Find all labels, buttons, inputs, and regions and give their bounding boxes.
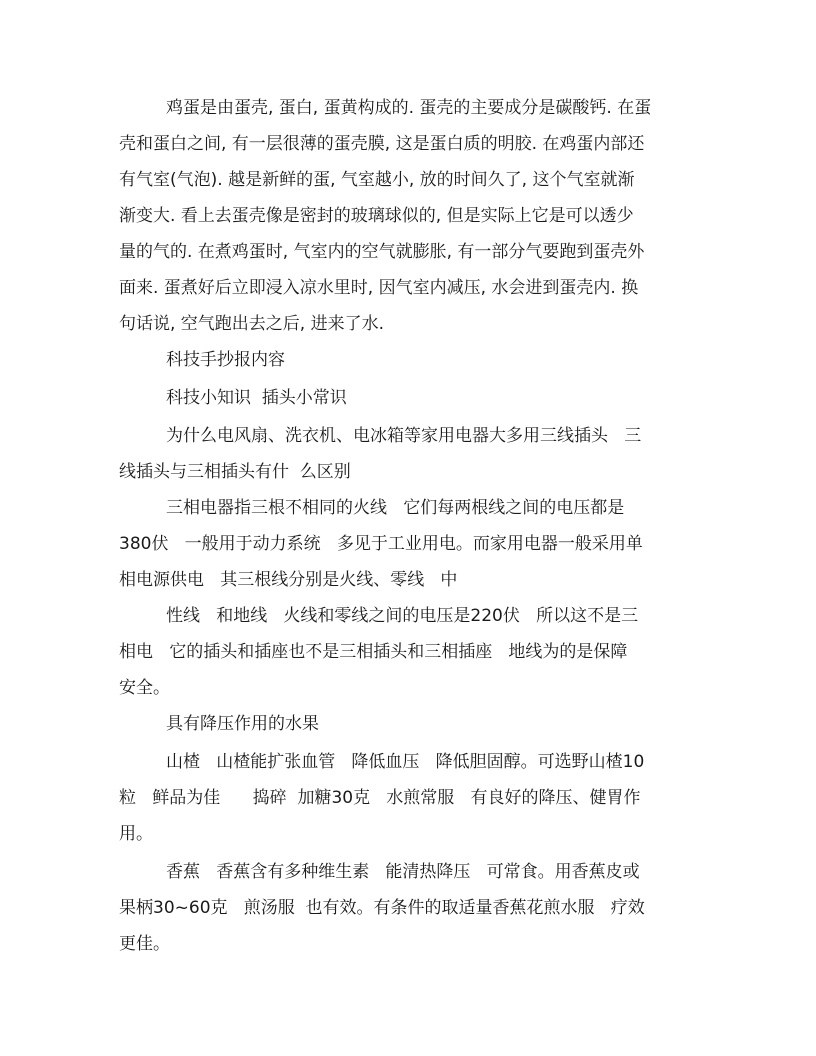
text-line: 安全。 bbox=[119, 678, 170, 698]
text-line: 果柄30~60克 煎汤服 也有效。有条件的取适量香蕉花煎水服 疗效 bbox=[119, 898, 645, 918]
text-line: 壳和蛋白之间, 有一层很薄的蛋壳膜, 这是蛋白质的明胶. 在鸡蛋内部还 bbox=[119, 134, 645, 154]
text-line: 性线 和地线 火线和零线之间的电压是220伏 所以这不是三 bbox=[166, 606, 639, 626]
text-line: 为什么电风扇、洗衣机、电冰箱等家用电器大多用三线插头 三 bbox=[166, 426, 642, 446]
section-heading: 科技手抄报内容 bbox=[166, 350, 285, 370]
text-line: 三相电器指三根不相同的火线 它们每两根线之间的电压都是 bbox=[166, 498, 625, 518]
section-heading: 具有降压作用的水果 bbox=[166, 714, 319, 734]
text-line: 粒 鲜品为佳 捣碎 加糖30克 水煎常服 有良好的降压、健胃作 bbox=[119, 788, 641, 808]
text-line: 山楂 山楂能扩张血管 降低血压 降低胆固醇。可选野山楂10 bbox=[166, 752, 645, 772]
text-line: 量的气的. 在煮鸡蛋时, 气室内的空气就膨胀, 有一部分气要跑到蛋壳外 bbox=[119, 242, 645, 262]
text-line: 有气室(气泡). 越是新鲜的蛋, 气室越小, 放的时间久了, 这个气室就渐 bbox=[119, 170, 635, 190]
text-line: 鸡蛋是由蛋壳, 蛋白, 蛋黄构成的. 蛋壳的主要成分是碳酸钙. 在蛋 bbox=[166, 98, 652, 118]
text-line: 更佳。 bbox=[119, 934, 170, 954]
text-line: 句话说, 空气跑出去之后, 进来了水. bbox=[119, 314, 385, 334]
text-line: 用。 bbox=[119, 824, 153, 844]
text-line: 相电源供电 其三根线分别是火线、零线 中 bbox=[119, 570, 458, 590]
text-line: 线插头与三相插头有什 么区别 bbox=[119, 462, 351, 482]
text-line: 面来. 蛋煮好后立即浸入凉水里时, 因气室内减压, 水会进到蛋壳内. 换 bbox=[119, 278, 639, 298]
text-line: 相电 它的插头和插座也不是三相插头和三相插座 地线为的是保障 bbox=[119, 642, 628, 662]
text-line: 渐变大. 看上去蛋壳像是密封的玻璃球似的, 但是实际上它是可以透少 bbox=[119, 206, 634, 226]
text-line: 香蕉 香蕉含有多种维生素 能清热降压 可常食。用香蕉皮或 bbox=[166, 862, 640, 882]
text-line: 380伏 一般用于动力系统 多见于工业用电。而家用电器一般采用单 bbox=[119, 534, 643, 554]
section-heading: 科技小知识 插头小常识 bbox=[166, 388, 347, 408]
